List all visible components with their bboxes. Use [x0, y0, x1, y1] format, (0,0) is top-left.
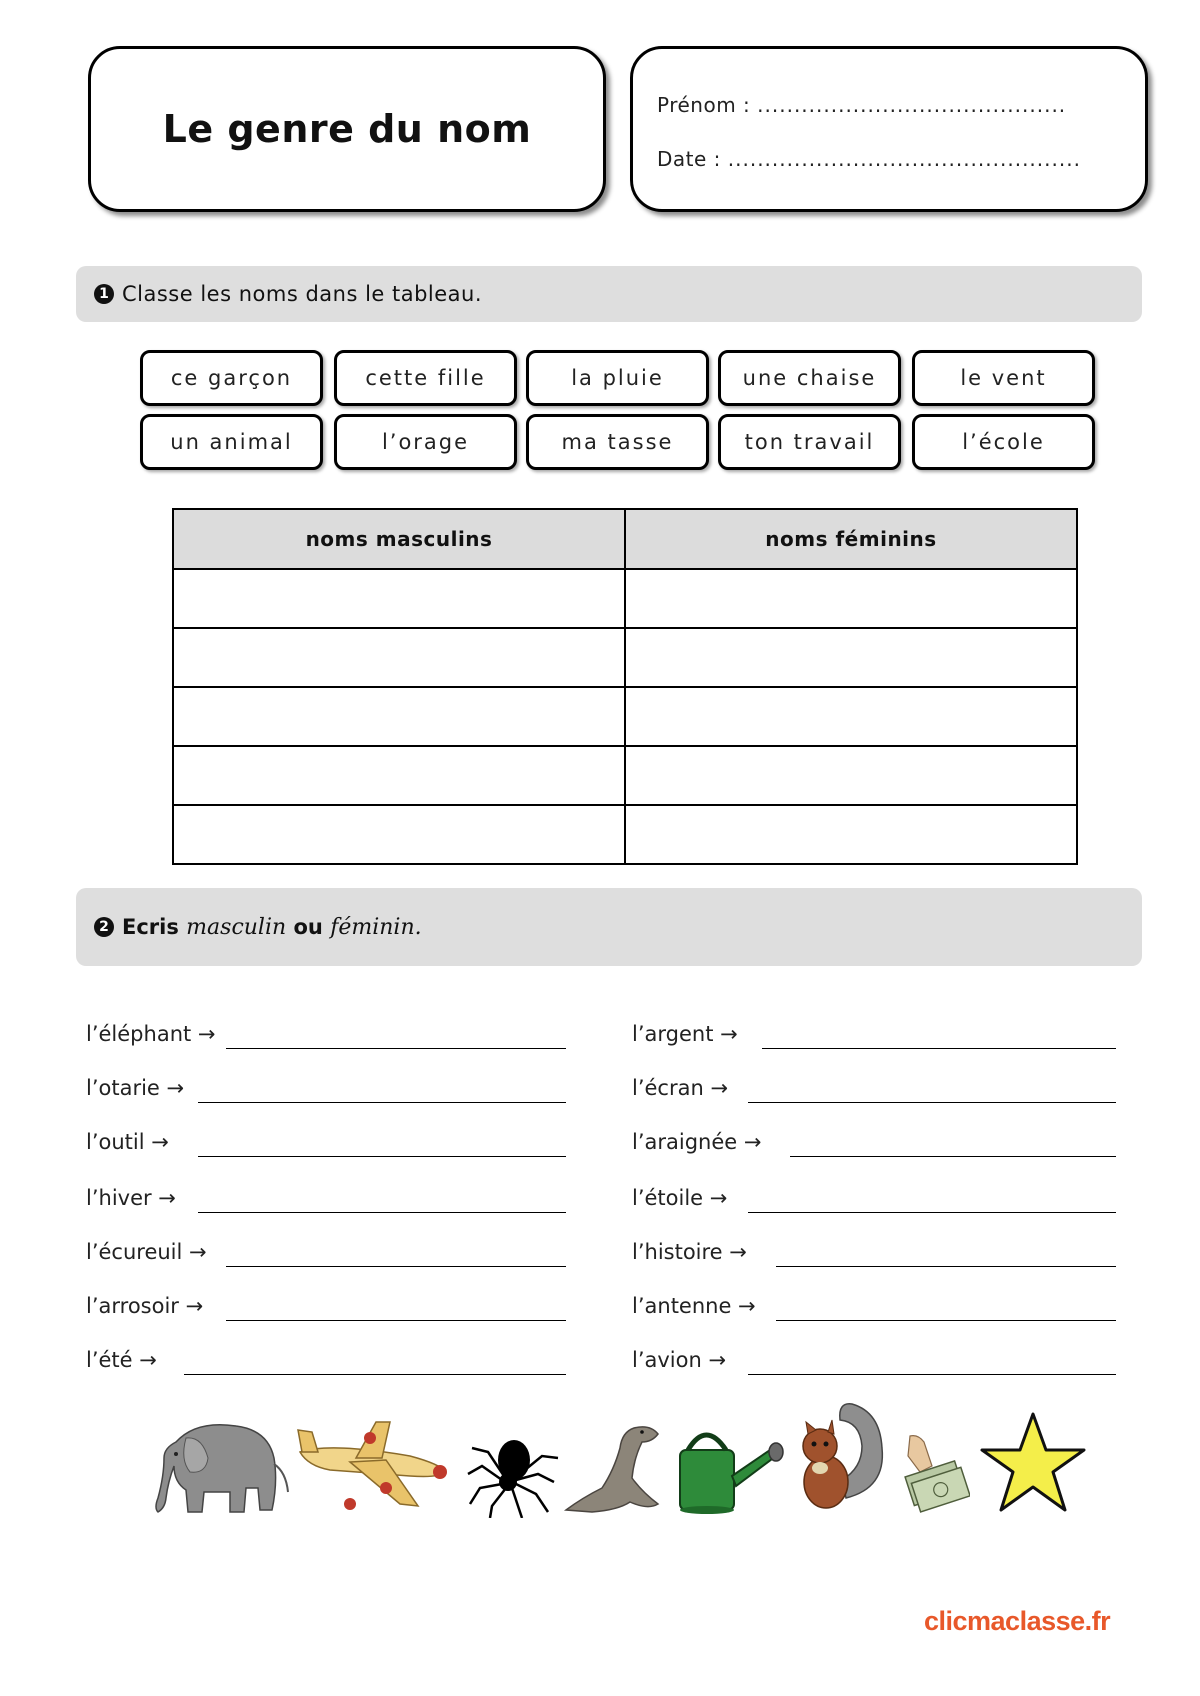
exercise-item-label: l’écureuil →	[86, 1240, 207, 1264]
word-chip[interactable]: une chaise	[718, 350, 901, 406]
exercise-item-label: l’otarie →	[86, 1076, 185, 1100]
table-row	[173, 687, 1077, 746]
feminine-cell[interactable]	[625, 687, 1077, 746]
feminine-cell[interactable]	[625, 569, 1077, 628]
exercise2-prefix: Ecris	[122, 915, 179, 939]
exercise-item-label: l’antenne →	[632, 1294, 756, 1318]
masculine-cell[interactable]	[173, 569, 625, 628]
word-chip[interactable]: cette fille	[334, 350, 517, 406]
exercise1-number: 1	[94, 284, 114, 304]
word-chip[interactable]: le vent	[912, 350, 1095, 406]
table-row	[173, 628, 1077, 687]
sorting-table	[172, 508, 1078, 865]
word-chip[interactable]: un animal	[140, 414, 323, 470]
exercise2-banner	[76, 888, 1142, 966]
exercise-item-label: l’étoile →	[632, 1186, 728, 1210]
exercise-item-label: l’éléphant →	[86, 1022, 216, 1046]
student-info-box	[630, 46, 1148, 212]
exercise-item-label: l’écran →	[632, 1076, 729, 1100]
answer-line[interactable]	[184, 1374, 566, 1375]
watering-can-image	[670, 1416, 788, 1516]
star-image	[978, 1410, 1088, 1518]
exercise-item-label: l’arrosoir →	[86, 1294, 204, 1318]
prenom-dots: ..........................................	[757, 93, 1067, 117]
header-masculine: noms masculins	[173, 509, 625, 569]
masculine-cell[interactable]	[173, 805, 625, 864]
answer-line[interactable]	[748, 1102, 1116, 1103]
spider-image	[462, 1422, 562, 1518]
feminine-cell[interactable]	[625, 746, 1077, 805]
exercise1-banner	[76, 266, 1142, 322]
answer-line[interactable]	[776, 1320, 1116, 1321]
date-field[interactable]	[657, 147, 1081, 171]
word-chip[interactable]: ce garçon	[140, 350, 323, 406]
exercise-item-label: l’avion →	[632, 1348, 727, 1372]
answer-line[interactable]	[198, 1102, 566, 1103]
masculine-cell[interactable]	[173, 687, 625, 746]
exercise-item-label: l’hiver →	[86, 1186, 176, 1210]
answer-line[interactable]	[198, 1212, 566, 1213]
answer-line[interactable]	[226, 1048, 566, 1049]
table-row	[173, 805, 1077, 864]
exercise2-word-masculin: masculin	[186, 914, 287, 940]
answer-line[interactable]	[226, 1266, 566, 1267]
answer-line[interactable]	[748, 1212, 1116, 1213]
prenom-label: Prénom :	[657, 93, 751, 117]
word-chip[interactable]: ton travail	[718, 414, 901, 470]
prenom-field[interactable]	[657, 93, 1066, 117]
answer-line[interactable]	[776, 1266, 1116, 1267]
exercise-item-label: l’été →	[86, 1348, 157, 1372]
word-chip[interactable]: ma tasse	[526, 414, 709, 470]
answer-line[interactable]	[790, 1156, 1116, 1157]
feminine-cell[interactable]	[625, 628, 1077, 687]
elephant-image	[146, 1412, 294, 1524]
airplane-image	[290, 1412, 458, 1520]
exercise2-word-feminin: féminin.	[330, 914, 422, 940]
word-chip[interactable]: l’orage	[334, 414, 517, 470]
exercise2-connector: ou	[293, 915, 323, 939]
answer-line[interactable]	[748, 1374, 1116, 1375]
masculine-cell[interactable]	[173, 746, 625, 805]
table-row	[173, 569, 1077, 628]
page-title: Le genre du nom	[162, 107, 532, 151]
table-row	[173, 746, 1077, 805]
answer-line[interactable]	[762, 1048, 1116, 1049]
header-feminine: noms féminins	[625, 509, 1077, 569]
title-box	[88, 46, 606, 212]
word-chip[interactable]: la pluie	[526, 350, 709, 406]
exercise-item-label: l’histoire →	[632, 1240, 747, 1264]
answer-line[interactable]	[226, 1320, 566, 1321]
date-label: Date :	[657, 147, 721, 171]
feminine-cell[interactable]	[625, 805, 1077, 864]
clicmaclasse-logo: clicmaclasse.fr	[924, 1606, 1111, 1636]
exercise-item-label: l’outil →	[86, 1130, 169, 1154]
masculine-cell[interactable]	[173, 628, 625, 687]
exercise-item-label: l’araignée →	[632, 1130, 762, 1154]
sea-lion-image	[562, 1418, 670, 1518]
answer-line[interactable]	[198, 1156, 566, 1157]
exercise2-number: 2	[94, 917, 114, 937]
money-image	[896, 1432, 970, 1518]
date-dots: ................................................	[727, 147, 1081, 171]
squirrel-image	[790, 1398, 890, 1518]
word-chip[interactable]: l’école	[912, 414, 1095, 470]
exercise1-instruction: Classe les noms dans le tableau.	[122, 282, 483, 306]
exercise-item-label: l’argent →	[632, 1022, 738, 1046]
